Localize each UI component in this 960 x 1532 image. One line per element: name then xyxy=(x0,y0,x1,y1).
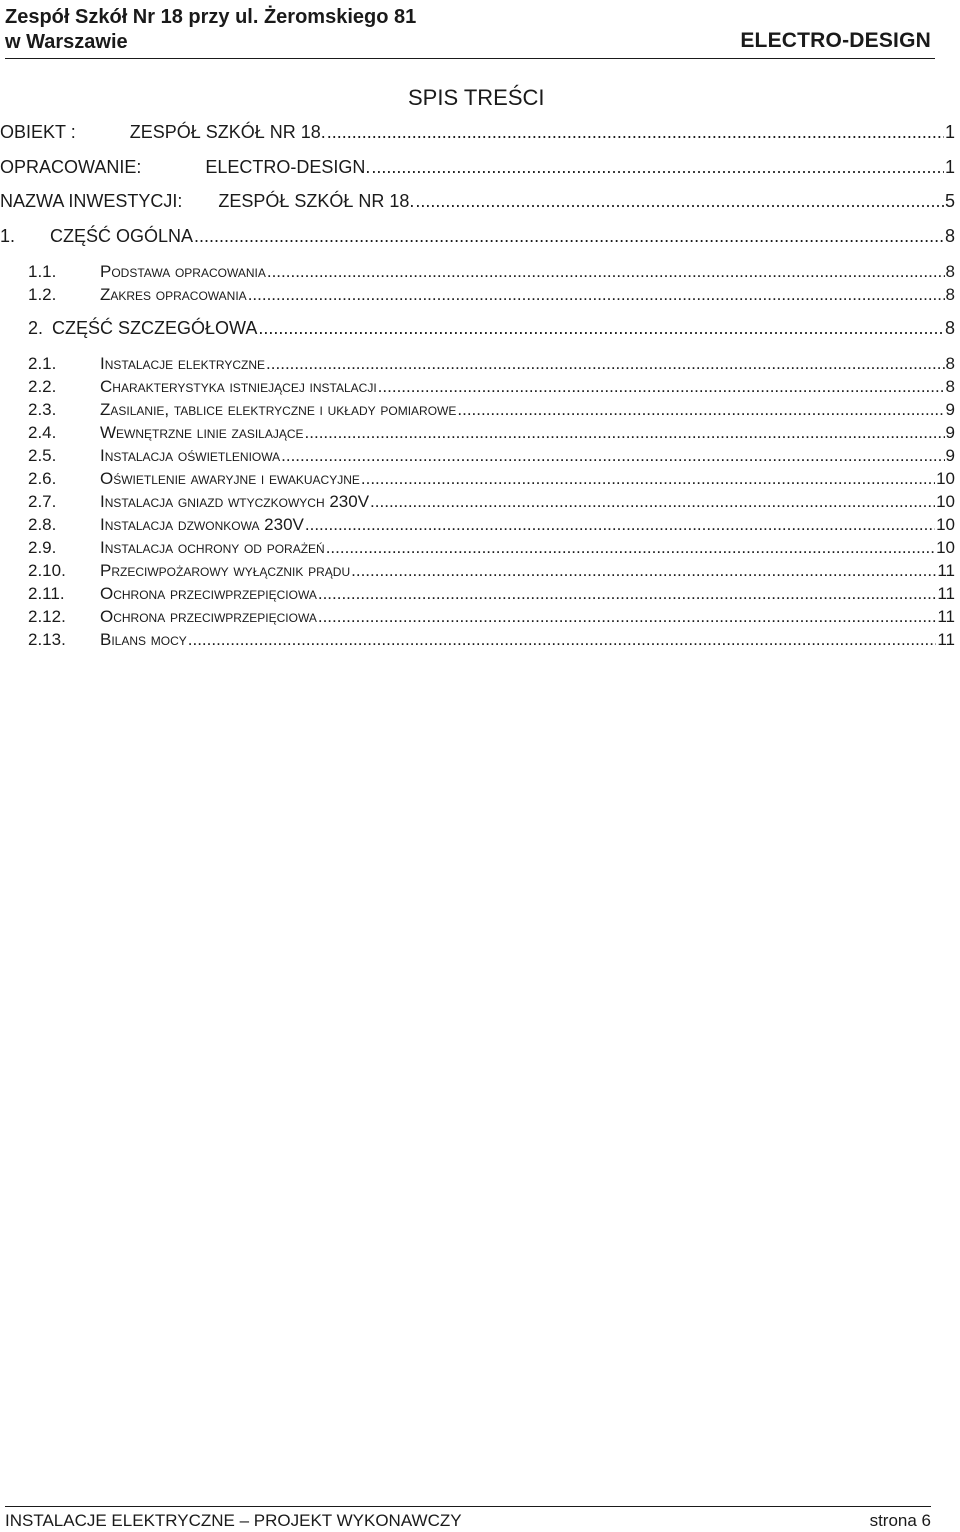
toc-entry-number: 2.5. xyxy=(28,446,57,465)
toc-leader xyxy=(266,354,944,374)
toc-entry-section-2-2[interactable] xyxy=(28,377,955,399)
toc-entry-text: CZĘŚĆ OGÓLNA xyxy=(50,226,194,246)
toc-entry-number: 1.1. xyxy=(28,262,57,281)
toc-leader xyxy=(457,400,944,420)
toc-entry-text: Podstawa opracowania xyxy=(100,262,266,281)
toc-entry-text: Zakres opracowania xyxy=(100,285,247,304)
toc-entry-text: Instalacja ochrony od porażeń xyxy=(100,538,325,557)
toc-page-number: 11 xyxy=(937,607,955,626)
toc-entry-text: Oświetlenie awaryjne i ewakuacyjne xyxy=(100,469,360,488)
toc-entry-text: Instalacja gniazd wtyczkowych 230V xyxy=(100,492,370,511)
toc-leader xyxy=(371,157,944,178)
toc-page-number: 11 xyxy=(937,630,955,649)
toc-entry-number: 2.13. xyxy=(28,630,66,649)
toc-entry-investment[interactable] xyxy=(0,191,955,213)
toc-page-number: 9 xyxy=(945,446,955,465)
toc-leader xyxy=(267,262,945,282)
toc-entry-value: ZESPÓŁ SZKÓŁ NR 18. xyxy=(129,122,326,142)
toc-page-number: 8 xyxy=(945,285,955,304)
toc-leader xyxy=(318,607,937,627)
toc-page-number: 1 xyxy=(944,157,955,177)
toc-entry-number: 2.7. xyxy=(28,492,57,511)
toc-entry-number: 2.9. xyxy=(28,538,57,557)
toc-entry-text: CZĘŚĆ SZCZEGÓŁOWA xyxy=(52,318,258,338)
toc-page-number: 10 xyxy=(936,538,955,557)
toc-entry-number: 2.12. xyxy=(28,607,66,626)
toc-entry-label: OBIEKT : xyxy=(0,122,76,142)
toc-page-number: 10 xyxy=(936,492,955,511)
toc-leader xyxy=(305,515,935,535)
toc-entry-label: NAZWA INWESTYCJI: xyxy=(0,191,183,211)
toc-entry-section-2-9[interactable] xyxy=(28,538,955,560)
toc-leader xyxy=(194,226,944,247)
toc-entry-text: Ochrona przeciwprzepięciowa xyxy=(100,607,317,626)
toc-entry-number: 2.10. xyxy=(28,561,66,580)
toc-page-number: 9 xyxy=(945,423,955,442)
toc-entry-section-1-2[interactable] xyxy=(28,285,955,307)
toc-page-number: 5 xyxy=(944,191,955,211)
footer-document-title: INSTALACJE ELEKTRYCZNE – PROJEKT WYKONAWCZY xyxy=(5,1511,462,1530)
toc-entry-text: Instalacja dzwonkowa 230V xyxy=(100,515,304,534)
toc-page-number: 9 xyxy=(945,400,955,419)
toc-page-number: 8 xyxy=(945,262,955,281)
toc-entry-section-2-11[interactable] xyxy=(28,584,955,606)
toc-entry-section-2-12[interactable] xyxy=(28,607,955,629)
toc-page-number: 8 xyxy=(944,226,955,246)
toc-page-number: 8 xyxy=(944,318,955,338)
toc-entry-section-2-10[interactable] xyxy=(28,561,955,583)
toc-page-number: 1 xyxy=(944,122,955,142)
toc-leader xyxy=(281,446,944,466)
toc-entry-text: Instalacja oświetleniowa xyxy=(100,446,281,465)
header-school-name: Zespół Szkół Nr 18 przy ul. Żeromskiego 81 xyxy=(5,6,417,28)
toc-entry-object[interactable] xyxy=(0,122,955,144)
toc-entry-number: 1.2. xyxy=(28,285,57,304)
toc-entry-section-2-5[interactable] xyxy=(28,446,955,468)
toc-leader xyxy=(361,469,935,489)
toc-entry-number: 2.4. xyxy=(28,423,57,442)
toc-entry-number: 2.2. xyxy=(28,377,57,396)
header-city: w Warszawie xyxy=(5,31,128,53)
toc-page-number: 10 xyxy=(936,469,955,488)
toc-entry-section-2-7[interactable] xyxy=(28,492,955,514)
toc-entry-section-2-13[interactable] xyxy=(28,630,955,652)
toc-entry-section-1-1[interactable] xyxy=(28,262,955,284)
toc-entry-number: 2.8. xyxy=(28,515,57,534)
toc-leader xyxy=(415,191,944,212)
toc-entry-text: Zasilanie, tablice elektryczne i układy pomiarowe xyxy=(100,400,457,419)
toc-entry-text: Instalacje elektryczne xyxy=(100,354,266,373)
toc-leader xyxy=(305,423,945,443)
toc-page-number: 11 xyxy=(937,584,955,603)
toc-entry-number: 2.11. xyxy=(28,584,65,603)
toc-entry-section-2-1[interactable] xyxy=(28,354,955,376)
toc-entry-section-2-8[interactable] xyxy=(28,515,955,537)
toc-page-number: 10 xyxy=(936,515,955,534)
toc-entry-number: 1. xyxy=(0,226,16,246)
toc-entry-number: 2.3. xyxy=(28,400,57,419)
toc-entry-text: Bilans mocy xyxy=(100,630,187,649)
company-brand: ELECTRO-DESIGN xyxy=(740,29,931,52)
toc-entry-label: OPRACOWANIE: xyxy=(0,157,142,177)
toc-entry-text: Wewnętrzne linie zasilające xyxy=(100,423,304,442)
page-header xyxy=(5,2,935,59)
toc-leader xyxy=(318,584,937,604)
toc-entry-section-1[interactable] xyxy=(0,226,955,248)
toc-entry-number: 2. xyxy=(28,318,44,338)
toc-leader xyxy=(326,538,935,558)
toc-entry-text: Ochrona przeciwprzepięciowa xyxy=(100,584,317,603)
toc-entry-section-2-4[interactable] xyxy=(28,423,955,445)
toc-entry-author[interactable] xyxy=(0,157,955,179)
toc-entry-text: Charakterystyka istniejącej instalacji xyxy=(100,377,377,396)
toc-leader xyxy=(188,630,937,650)
toc-title: SPIS TREŚCI xyxy=(408,85,545,110)
toc-entry-value: ZESPÓŁ SZKÓŁ NR 18. xyxy=(218,191,415,211)
toc-leader xyxy=(378,377,945,397)
footer-page-number: strona 6 xyxy=(869,1511,931,1530)
toc-leader xyxy=(327,122,944,143)
toc-leader xyxy=(370,492,935,512)
toc-entry-section-2-6[interactable] xyxy=(28,469,955,491)
toc-entry-section-2-3[interactable] xyxy=(28,400,955,422)
toc-page-number: 8 xyxy=(945,354,955,373)
toc-entry-text: Przeciwpożarowy wyłącznik prądu xyxy=(100,561,351,580)
toc-entry-number: 2.6. xyxy=(28,469,57,488)
toc-leader xyxy=(248,285,945,305)
toc-entry-value: ELECTRO-DESIGN. xyxy=(205,157,371,177)
toc-page-number: 11 xyxy=(937,561,955,580)
toc-page-number: 8 xyxy=(945,377,955,396)
toc-entry-number: 2.1. xyxy=(28,354,57,373)
toc-leader xyxy=(258,318,944,339)
page-footer xyxy=(5,1506,931,1532)
toc-entry-section-2[interactable] xyxy=(28,318,955,340)
toc-leader xyxy=(351,561,936,581)
